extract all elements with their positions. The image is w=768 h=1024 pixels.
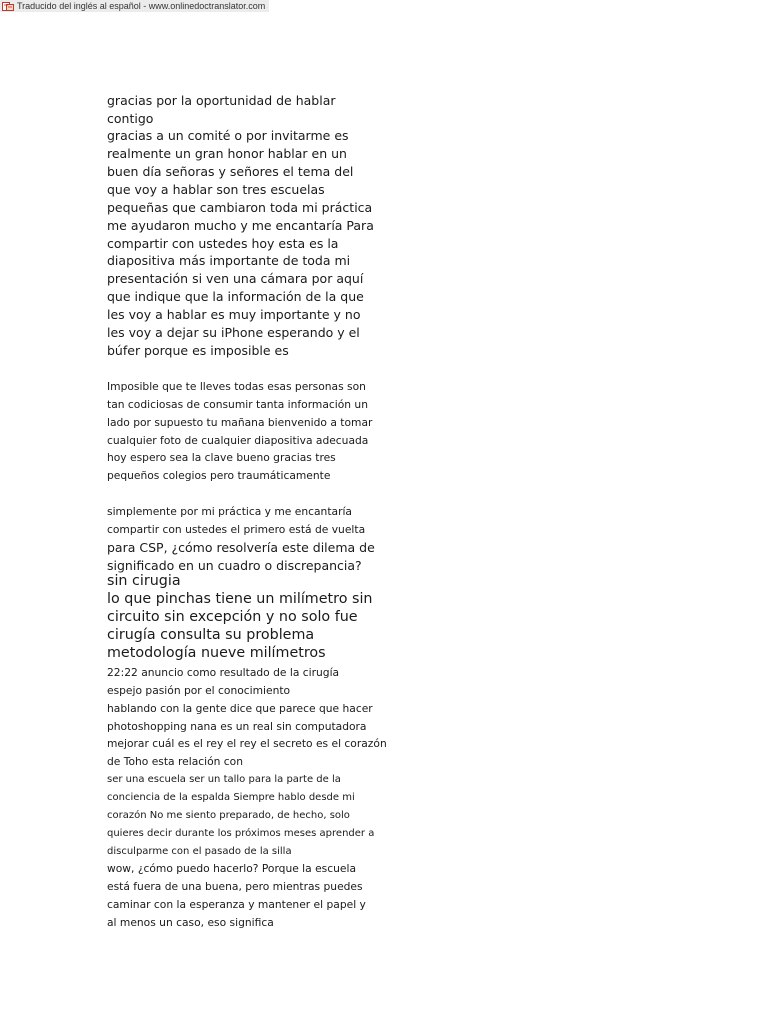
text-line: pequeñas que cambiaron toda mi práctica	[107, 200, 373, 215]
text-line: sin cirugia	[107, 573, 181, 589]
text-line: está fuera de una buena, pero mientras puedes	[107, 880, 363, 893]
text-line: gracias por la oportunidad de hablar	[107, 93, 336, 108]
text-line: diapositiva más importante de toda mi	[107, 253, 351, 268]
translate-document-icon	[2, 2, 14, 11]
text-line: ser una escuela ser un tallo para la parte de la	[107, 774, 341, 785]
text-line: les voy a hablar es muy importante y no	[107, 307, 361, 322]
text-line: les voy a dejar su iPhone esperando y el	[107, 325, 360, 340]
text-line: búfer porque es imposible es	[107, 343, 289, 358]
text-line: presentación si ven una cámara por aquí	[107, 271, 364, 286]
text-line: Imposible que te lleves todas esas personas son	[107, 380, 366, 393]
text-line: conciencia de la espalda Siempre hablo desde mi	[107, 792, 355, 803]
text-line: disculparme con el pasado de la silla	[107, 846, 292, 857]
text-line: compartir con ustedes hoy esta es la	[107, 236, 339, 251]
text-line: compartir con ustedes el primero está de vuelta	[107, 523, 366, 536]
text-line: que indique que la información de la que	[107, 289, 364, 304]
text-line: espejo pasión por el conocimiento	[107, 684, 291, 697]
text-line: wow, ¿cómo puedo hacerlo? Porque la escuela	[107, 862, 356, 875]
text-line: pequeños colegios pero traumáticamente	[107, 469, 331, 482]
text-line: corazón No me siento preparado, de hecho, solo	[107, 810, 350, 821]
text-line: caminar con la esperanza y mantener el papel y	[107, 898, 366, 911]
text-line: mejorar cuál es el rey el rey el secreto es el corazón	[107, 737, 387, 750]
text-line: photoshopping nana es un real sin computadora	[107, 720, 367, 733]
text-line: lo que pinchas tiene un milímetro sin	[107, 591, 373, 607]
text-line: contigo	[107, 111, 154, 126]
text-line: cualquier foto de cualquier diapositiva adecuada	[107, 434, 369, 447]
text-line: tan codiciosas de consumir tanta información un	[107, 398, 368, 411]
text-line: circuito sin excepción y no solo fue	[107, 609, 358, 625]
banner-text: Traducido del inglés al español - www.onlinedoctranslator.com	[17, 1, 266, 11]
text-line: quieres decir durante los próximos meses aprender a	[107, 828, 375, 839]
text-line: para CSP, ¿cómo resolvería este dilema de	[107, 540, 375, 555]
text-line: que voy a hablar son tres escuelas	[107, 182, 325, 197]
translation-banner[interactable]	[0, 0, 269, 12]
text-line: hablando con la gente dice que parece que hacer	[107, 702, 373, 715]
text-line: al menos un caso, eso significa	[107, 916, 274, 929]
text-line: hoy espero sea la clave bueno gracias tres	[107, 451, 336, 464]
text-line: me ayudaron mucho y me encantaría Para	[107, 218, 374, 233]
text-line: de Toho esta relación con	[107, 755, 243, 768]
text-line: simplemente por mi práctica y me encantaría	[107, 505, 352, 518]
text-line: gracias a un comité o por invitarme es	[107, 128, 349, 143]
text-line: metodología nueve milímetros	[107, 645, 326, 661]
text-line: buen día señoras y señores el tema del	[107, 164, 354, 179]
text-line: cirugía consulta su problema	[107, 627, 315, 643]
text-line: lado por supuesto tu mañana bienvenido a tomar	[107, 416, 373, 429]
text-line: realmente un gran honor hablar en un	[107, 146, 347, 161]
text-line: significado en un cuadro o discrepancia?	[107, 558, 362, 573]
text-line: 22:22 anuncio como resultado de la cirugía	[107, 666, 340, 679]
